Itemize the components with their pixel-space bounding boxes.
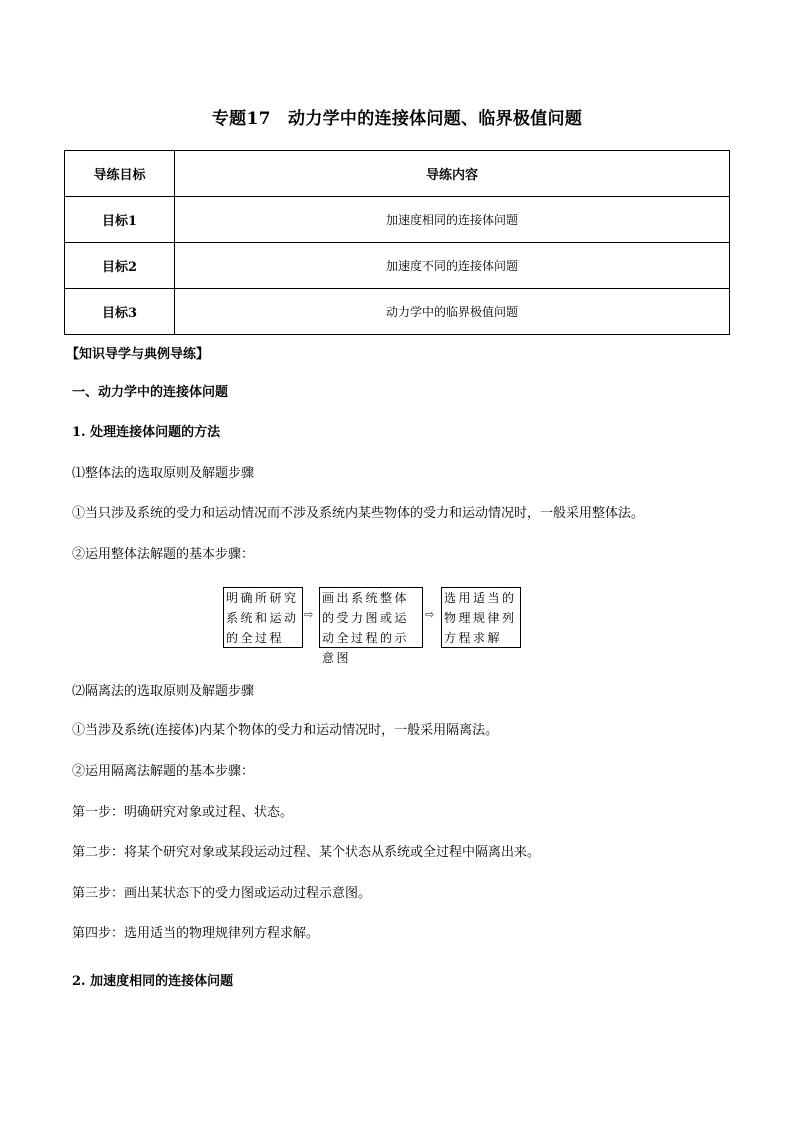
goal-cell: 目标2 — [65, 243, 175, 289]
whole-method-title: ⑴整体法的选取原则及解题步骤 — [72, 466, 255, 481]
table-header-goal: 导练目标 — [65, 151, 175, 197]
goals-table — [64, 150, 730, 335]
iso-method-title: ⑵隔离法的选取原则及解题步骤 — [72, 684, 255, 699]
whole-paragraph-1: ①当只涉及系统的受力和运动情况而不涉及系统内某些物体的受力和运动情况时，一般采用整体法。 — [72, 506, 645, 521]
goal-cell: 目标1 — [65, 197, 175, 243]
step-1: 第一步：明确研究对象或过程、状态。 — [72, 805, 294, 820]
iso-paragraph-2: ②运用隔离法解题的基本步骤： — [72, 764, 255, 779]
goal-cell: 目标3 — [65, 289, 175, 335]
table-row — [65, 289, 730, 335]
flow-diagram — [223, 587, 523, 665]
page-title: 专题17 动力学中的连接体问题、临界极值问题 — [211, 109, 583, 129]
step-3: 第三步：画出某状态下的受力图或运动过程示意图。 — [72, 886, 372, 901]
table-row — [65, 197, 730, 243]
step-2: 第二步：将某个研究对象或某段运动过程、某个状态从系统或全过程中隔离出来。 — [72, 845, 541, 860]
flow-box-3: 选用适当的物理规律列方程求解 — [441, 587, 521, 648]
sub2-title: 2. 加速度相同的连接体问题 — [72, 974, 234, 989]
sub1-title: 1. 处理连接体问题的方法 — [72, 425, 221, 440]
content-cell: 动力学中的临界极值问题 — [175, 289, 730, 335]
iso-paragraph-1: ①当涉及系统(连接体)内某个物体的受力和运动情况时，一般采用隔离法。 — [72, 723, 499, 738]
content-cell: 加速度不同的连接体问题 — [175, 243, 730, 289]
flow-box-2: 画出系统整体的受力图或运动全过程的示意图 — [319, 587, 423, 648]
flow-arrow-2: ⇨ — [425, 608, 435, 621]
table-header-row — [65, 151, 730, 197]
table-row — [65, 243, 730, 289]
section-heading: 【知识导学与典例导练】 — [66, 347, 210, 362]
flow-box-1: 明确所研究系统和运动的全过程 — [223, 587, 303, 648]
part1-title: 一、动力学中的连接体问题 — [72, 385, 229, 400]
table-header-content: 导练内容 — [175, 151, 730, 197]
whole-paragraph-2: ②运用整体法解题的基本步骤： — [72, 547, 255, 562]
flow-arrow-1: ⇨ — [304, 608, 314, 621]
step-4: 第四步：选用适当的物理规律列方程求解。 — [72, 926, 320, 941]
content-cell: 加速度相同的连接体问题 — [175, 197, 730, 243]
